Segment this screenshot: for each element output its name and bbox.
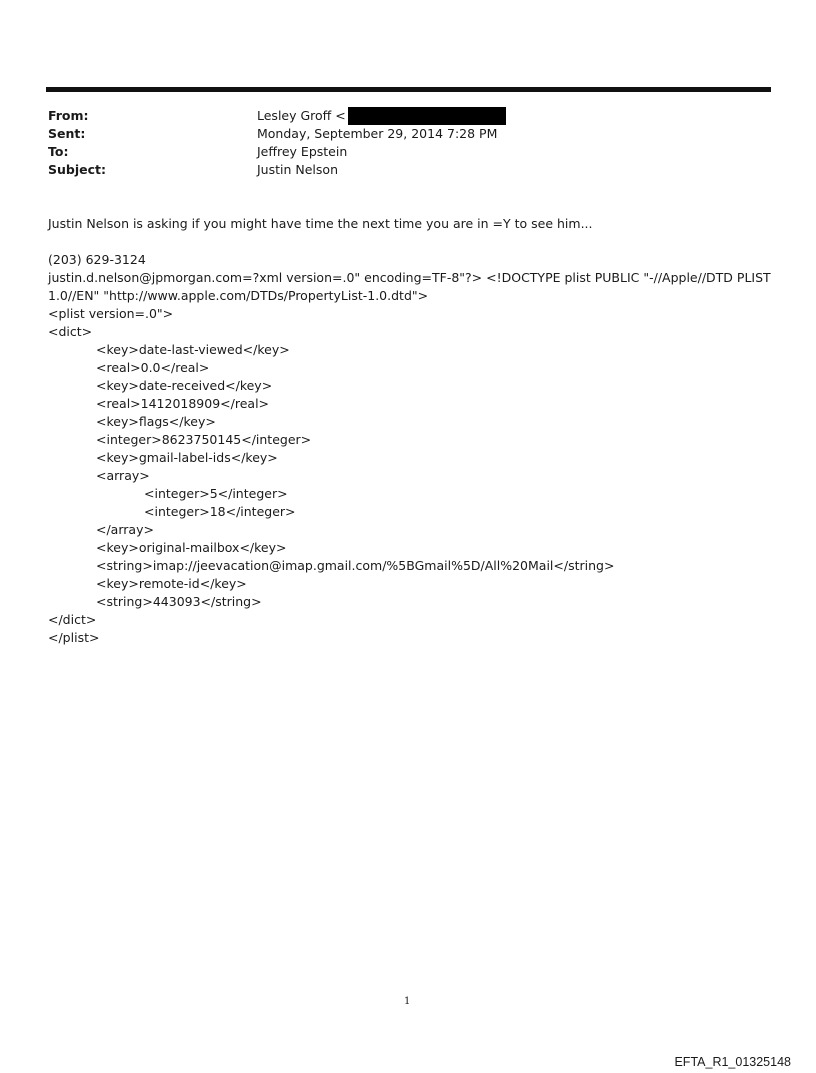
plist-line: <key>remote-id</key> (96, 576, 247, 591)
plist-line: <integer>18</integer> (144, 504, 296, 519)
plist-line: <string>imap://jeevacation@imap.gmail.com/%5BGmail%5D/All%20Mail</string> (96, 558, 615, 573)
document-id: EFTA_R1_01325148 (674, 1055, 791, 1069)
message-text: Justin Nelson is asking if you might have time the next time you are in =Y to see him... (48, 216, 593, 231)
to-label: To: (48, 144, 69, 159)
from-label: From: (48, 108, 89, 123)
plist-open: <plist version=.0"> (48, 306, 174, 321)
phone-number: (203) 629-3124 (48, 252, 146, 267)
plist-line: <integer>8623750145</integer> (96, 432, 312, 447)
plist-line: <real>0.0</real> (96, 360, 210, 375)
plist-line: </array> (96, 522, 154, 537)
dict-close: </dict> (48, 612, 97, 627)
plist-line: <real>1412018909</real> (96, 396, 270, 411)
from-name: Lesley Groff < (257, 108, 346, 123)
plist-close: </plist> (48, 630, 100, 645)
redaction-box (348, 107, 506, 125)
email-line-1: justin.d.nelson@jpmorgan.com=?xml version=.0" encoding=TF-8"?> <!DOCTYPE plist PUBLIC "-//Apple//DTD PLIST (48, 270, 771, 285)
plist-line: <key>gmail-label-ids</key> (96, 450, 278, 465)
plist-line: <key>date-received</key> (96, 378, 273, 393)
dict-open: <dict> (48, 324, 93, 339)
plist-line: <key>flags</key> (96, 414, 216, 429)
plist-line: <key>date-last-viewed</key> (96, 342, 290, 357)
to-value: Jeffrey Epstein (257, 144, 348, 159)
subject-label: Subject: (48, 162, 106, 177)
subject-value: Justin Nelson (257, 162, 338, 177)
sent-value: Monday, September 29, 2014 7:28 PM (257, 126, 498, 141)
plist-line: <string>443093</string> (96, 594, 262, 609)
email-line-2: 1.0//EN" "http://www.apple.com/DTDs/PropertyList-1.0.dtd"> (48, 288, 429, 303)
header-rule (46, 87, 771, 92)
plist-line: <integer>5</integer> (144, 486, 288, 501)
plist-line: <key>original-mailbox</key> (96, 540, 287, 555)
from-value (257, 107, 506, 125)
plist-line: <array> (96, 468, 150, 483)
sent-label: Sent: (48, 126, 86, 141)
page-number: 1 (404, 996, 411, 1007)
